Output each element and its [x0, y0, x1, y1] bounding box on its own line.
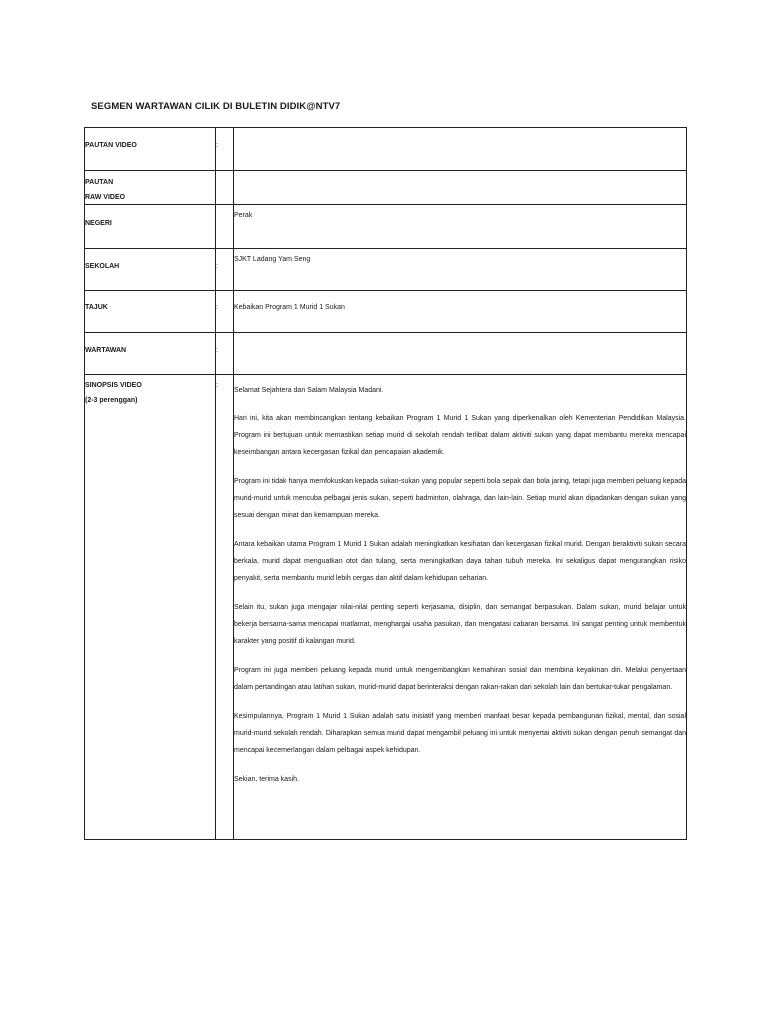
- synopsis-paragraph: Program ini juga memberi peluang kepada murid untuk mengembangkan kemahiran sosial dan membina keyakinan diri. Melalui penyertaan dalam pertandingan atau latihan sukan, murid-murid dapat berinteraksi dengan rakan-rakan dari sekolah lain dan bertukar-tukar pengalaman.: [234, 667, 686, 691]
- value-wartawan: [234, 333, 687, 375]
- synopsis-paragraph: Antara kebaikan utama Program 1 Murid 1 Sukan adalah meningkatkan kesihatan dan kecergasan fizikal murid. Dengan beraktiviti sukan secara berkala, murid dapat menguatkan otot dan tulang, serta meningkatkan daya tahan tubuh mereka. Ini sekaligus dapat mengurangkan risiko penyakit, serta membantu murid lebih cergas dan aktif dalam kehidupan seharian.: [234, 541, 686, 582]
- label-sinopsis-title: SINOPSIS VIDEO: [85, 382, 142, 389]
- value-raw-video: [234, 171, 687, 205]
- value-sinopsis: [234, 375, 687, 840]
- synopsis-paragraph: Sekian, terima kasih.: [234, 776, 299, 783]
- row-sinopsis: [85, 375, 687, 840]
- label-negeri: NEGERI: [85, 205, 216, 249]
- row-raw-video: [85, 171, 687, 205]
- label-raw-video-line1: PAUTAN: [85, 179, 114, 186]
- synopsis-paragraph: Hari ini, kita akan membincangkan tentang kebaikan Program 1 Murid 1 Sukan yang diperkenalkan oleh Kementerian Pendidikan Malaysia. Program ini bertujuan untuk memastikan setiap murid di sekolah rendah terlibat dalam aktiviti sukan yang dapat membantu mereka mencapai keseimbangan antara kecergasan fizikal dan pencapaian akademik.: [234, 415, 686, 456]
- label-pautan-video: PAUTAN VIDEO: [85, 128, 216, 171]
- row-pautan-video: [85, 128, 687, 171]
- document-title: SEGMEN WARTAWAN CILIK DI BULETIN DIDIK@NTV7: [91, 101, 341, 112]
- label-sekolah: SEKOLAH: [85, 249, 216, 291]
- label-tajuk: TAJUK: [85, 291, 216, 333]
- row-wartawan: [85, 333, 687, 375]
- submission-form-table: [84, 127, 687, 840]
- label-raw-video-line2: RAW VIDEO: [85, 194, 126, 201]
- colon-cell-empty: [216, 205, 234, 249]
- value-sekolah: SJKT Ladang Yam Seng: [234, 249, 687, 291]
- colon-separator: :: [216, 291, 234, 333]
- synopsis-paragraph: Program ini tidak hanya memfokuskan kepada sukan-sukan yang popular seperti bola sepak dan bola jaring, tetapi juga memberi peluang kepada murid-murid untuk mencuba pelbagai jenis sukan, seperti badminton, olahraga, dan lain-lain. Setiap murid akan dipadankan dengan sukan yang sesuai dengan minat dan kemampuan mereka.: [234, 478, 686, 519]
- colon-cell-empty: [216, 171, 234, 205]
- label-wartawan: WARTAWAN: [85, 333, 216, 375]
- synopsis-paragraph: Kesimpulannya, Program 1 Murid 1 Sukan adalah satu inisiatif yang memberi manfaat besar kepada pembangunan fizikal, mental, dan sosial murid-murid sekolah rendah. Diharapkan semua murid dapat mengambil peluang ini untuk menyertai aktiviti sukan dengan penuh semangat dan mencapai kecemerlangan dalam pelbagai aspek kehidupan.: [234, 713, 686, 754]
- label-sinopsis: [85, 375, 216, 840]
- colon-separator: :: [216, 333, 234, 375]
- synopsis-text: [234, 375, 686, 788]
- colon-separator: :: [216, 128, 234, 171]
- row-tajuk: [85, 291, 687, 333]
- label-sinopsis-hint: (2-3 perenggan): [85, 397, 138, 404]
- value-pautan-video: [234, 128, 687, 171]
- row-sekolah: [85, 249, 687, 291]
- colon-separator: :: [216, 375, 234, 840]
- value-tajuk: Kebaikan Program 1 Murid 1 Sukan: [234, 291, 687, 333]
- colon-separator: :: [216, 249, 234, 291]
- row-negeri: [85, 205, 687, 249]
- synopsis-paragraph: Selamat Sejahtera dan Salam Malaysia Madani.: [234, 387, 384, 394]
- synopsis-paragraph: Selain itu, sukan juga mengajar nilai-nilai penting seperti kerjasama, disiplin, dan semangat berpasukan. Dalam sukan, murid belajar untuk bekerja bersama-sama mencapai matlamat, menghargai usaha pasukan, dan mengatasi cabaran bersama. Ini sangat penting untuk membentuk karakter yang positif di kalangan murid.: [234, 604, 686, 645]
- label-raw-video: [85, 171, 216, 205]
- value-negeri: Perak: [234, 205, 687, 249]
